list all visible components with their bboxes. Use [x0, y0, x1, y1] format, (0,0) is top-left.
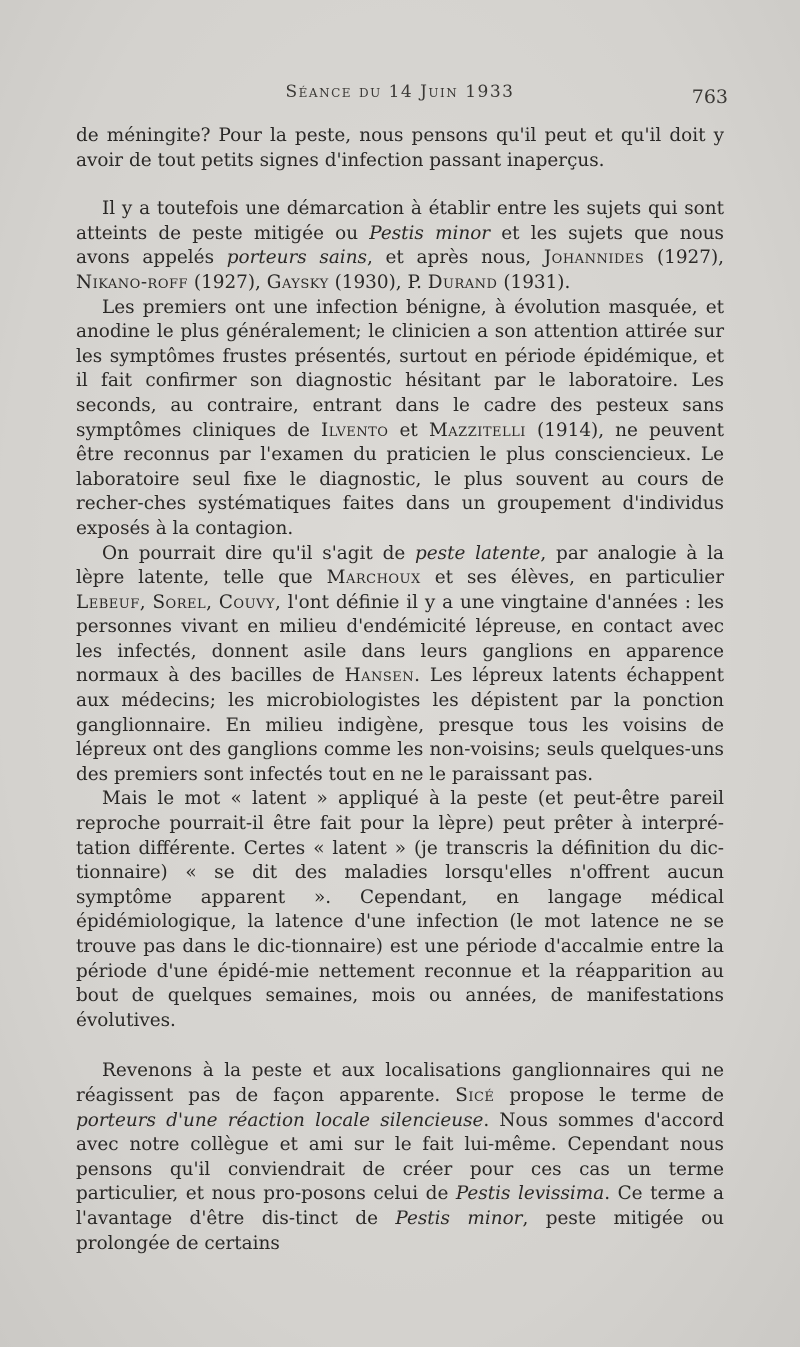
author-name: Sorel — [152, 591, 207, 613]
author-name: Lebeuf — [76, 591, 140, 613]
author-name: Sicé — [455, 1084, 495, 1106]
italic-term: Pestis minor — [395, 1207, 523, 1229]
text-run: . Ce terme a l'avantage d'être dis-tinct de — [76, 1183, 724, 1229]
text-run: , par analogie à la lèpre latente, telle que — [76, 542, 724, 589]
italic-term: porteurs d'une réaction locale silencieuse — [76, 1109, 484, 1131]
text-run: , et après nous, — [366, 247, 544, 269]
paragraph-6 — [76, 1059, 724, 1256]
paragraph-4 — [76, 542, 724, 788]
author-name: Gaysky — [266, 271, 329, 293]
text-run: , peste mitigée ou prolongée de certains — [76, 1207, 724, 1254]
author-name: Marchoux — [326, 567, 421, 589]
text-run: et les sujets que nous avons appelés — [76, 222, 724, 269]
text-run: et ses élèves, en particulier — [420, 567, 724, 589]
page-number: 763 — [691, 86, 728, 108]
italic-term: Pestis minor — [369, 222, 491, 244]
italic-term: Pestis levissima — [455, 1183, 605, 1205]
text-run: . Nous sommes d'accord avec notre collègue et ami sur le fait lui-même. Cependant nous pensons qu'il conviendrait de créer pour ces cas un terme particulier, et nous pro-posons celui de — [76, 1109, 724, 1205]
running-title: Séance du 14 Juin 1933 — [285, 82, 515, 102]
text-run: , — [139, 591, 153, 613]
text-run: Il y a toutefois une démarcation à établir entre les sujets qui sont atteints de peste mitigée ou — [76, 198, 724, 244]
author-name: Couvy — [218, 591, 275, 613]
paragraph-2 — [76, 197, 724, 295]
paragraph-3 — [76, 296, 724, 542]
text-run: (1914), ne peuvent être reconnus par l'examen du praticien le plus consciencieux. Le laboratoire seul fixe le diagnostic, le plus souvent au cours de recher-ches systématiques faites dans un groupement d'individus exposés à la contagion. — [76, 419, 725, 539]
author-name: Johannides — [543, 247, 645, 269]
italic-term: porteurs sains — [226, 247, 367, 269]
author-name: Ilvento — [321, 419, 389, 441]
paragraph-1: de méningite? Pour la peste, nous pensons qu'il peut et qu'il doit y avoir de tout petits signes d'infection passant inaperçus. — [76, 125, 724, 171]
author-name: Durand — [427, 271, 498, 293]
italic-term: peste latente — [415, 542, 541, 564]
author-name: Nikano-roff — [76, 271, 189, 293]
text-run: . Les lépreux latents échappent aux médecins; les microbiologistes les dépistent par la ponction ganglionnaire. En milieu indigène, presque tous les voisins de lépreux ont des ganglions comme les non-voisins; seuls quelques-uns des premiers sont infectés tout en ne le paraissant pas. — [76, 665, 725, 785]
text-run: (1931). — [497, 271, 571, 293]
author-name: Mazzitelli — [428, 419, 526, 441]
text-run: (1930), P. — [328, 271, 428, 293]
text-run: On pourrait dire qu'il s'agit de — [102, 542, 416, 564]
paragraph-5: Mais le mot « latent » appliqué à la peste (et peut-être pareil reproche pourrait-il être fait pour la lèpre) peut prêter à interpré-tation différente. Certes « latent » (je transcris la définition du dic-tionnaire) « se dit des maladies lorsqu'elles n'offrent aucun symptôme apparent ». Cependant, en langage médical épidémiologique, la latence d'une infection (le mot latence ne se trouve pas dans le dic-tionnaire) est une période d'accalmie entre la période d'une épidé-mie nettement reconnue et la réapparition au bout de quelques semaines, mois ou années, de manifestations évolutives. — [76, 788, 724, 1031]
author-name: Hansen — [344, 665, 415, 687]
text-run: propose le terme de — [494, 1084, 724, 1106]
text-run: (1927), — [188, 271, 267, 293]
body-text — [76, 124, 724, 1256]
text-run: Revenons à la peste et aux localisations ganglionnaires qui ne réagissent pas de façon apparente. — [76, 1060, 724, 1106]
text-run: et — [388, 419, 429, 441]
text-run: , — [206, 591, 219, 613]
text-run: Les premiers ont une infection bénigne, à évolution masquée, et anodine le plus généralement; le clinicien a son attention attirée sur les symptômes frustes présentés, surtout en période épidémique, et il fait confirmer son diagnostic hésitant par le laboratoire. Les seconds, au contraire, entrant dans le cadre des pesteux sans symptômes cliniques de — [76, 296, 724, 441]
text-run: , l'ont définie il y a une vingtaine d'années : les personnes vivant en milieu d'endémicité lépreuse, en contact avec les infectés, donnent asile dans leurs ganglions en apparence normaux à des bacilles de — [76, 591, 724, 687]
text-run: (1927), — [644, 247, 724, 269]
page-header — [0, 82, 800, 112]
